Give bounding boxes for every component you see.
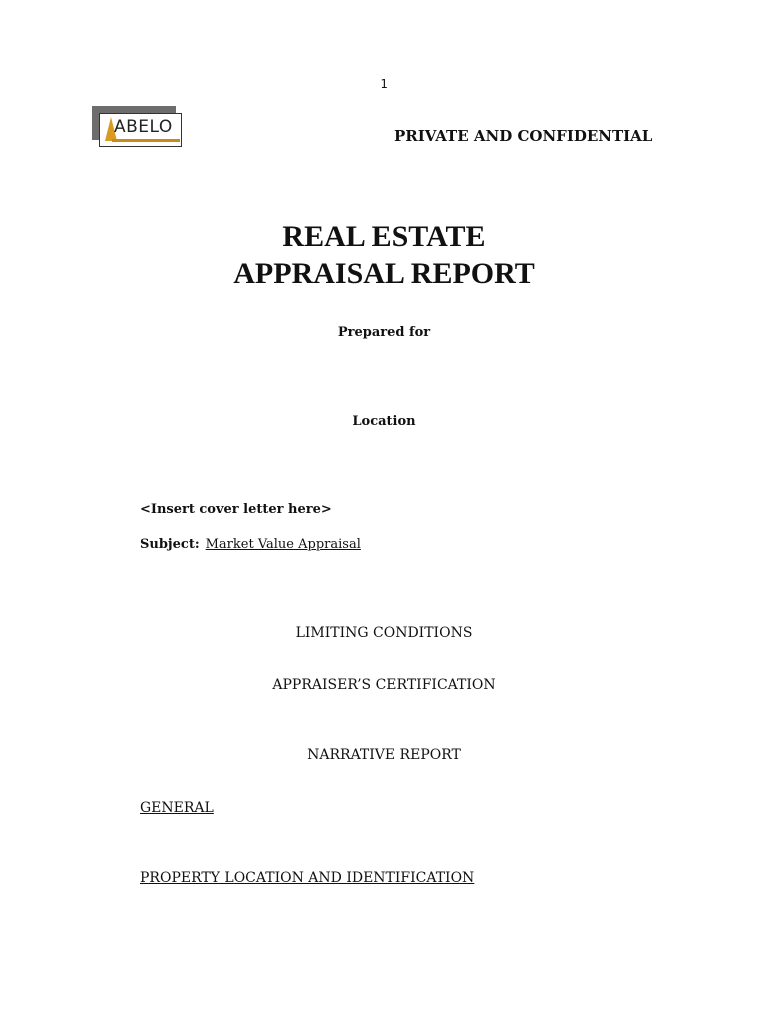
location-label: Location xyxy=(352,414,416,429)
subject-line xyxy=(140,537,361,552)
report-title-line-1: REAL ESTATE xyxy=(282,220,486,253)
property-location-heading: PROPERTY LOCATION AND IDENTIFICATION xyxy=(140,870,475,886)
logo-tagline xyxy=(112,139,180,142)
prepared-for-label: Prepared for xyxy=(337,325,431,340)
cover-letter-placeholder: <Insert cover letter here> xyxy=(140,502,332,517)
logo-box xyxy=(99,113,182,147)
general-heading: GENERAL xyxy=(140,800,214,816)
subject-label: Subject: xyxy=(140,537,200,552)
narrative-report-heading: NARRATIVE REPORT xyxy=(307,747,461,763)
appraisers-certification-heading: APPRAISER’S CERTIFICATION xyxy=(272,677,496,693)
subject-value: Market Value Appraisal xyxy=(205,537,361,552)
page-number: 1 xyxy=(380,77,388,91)
report-title-line-2: APPRAISAL REPORT xyxy=(233,257,535,290)
company-logo xyxy=(92,106,184,150)
logo-text: ABELO xyxy=(114,117,173,137)
limiting-conditions-heading: LIMITING CONDITIONS xyxy=(295,625,473,641)
confidential-label: PRIVATE AND CONFIDENTIAL xyxy=(394,127,653,145)
